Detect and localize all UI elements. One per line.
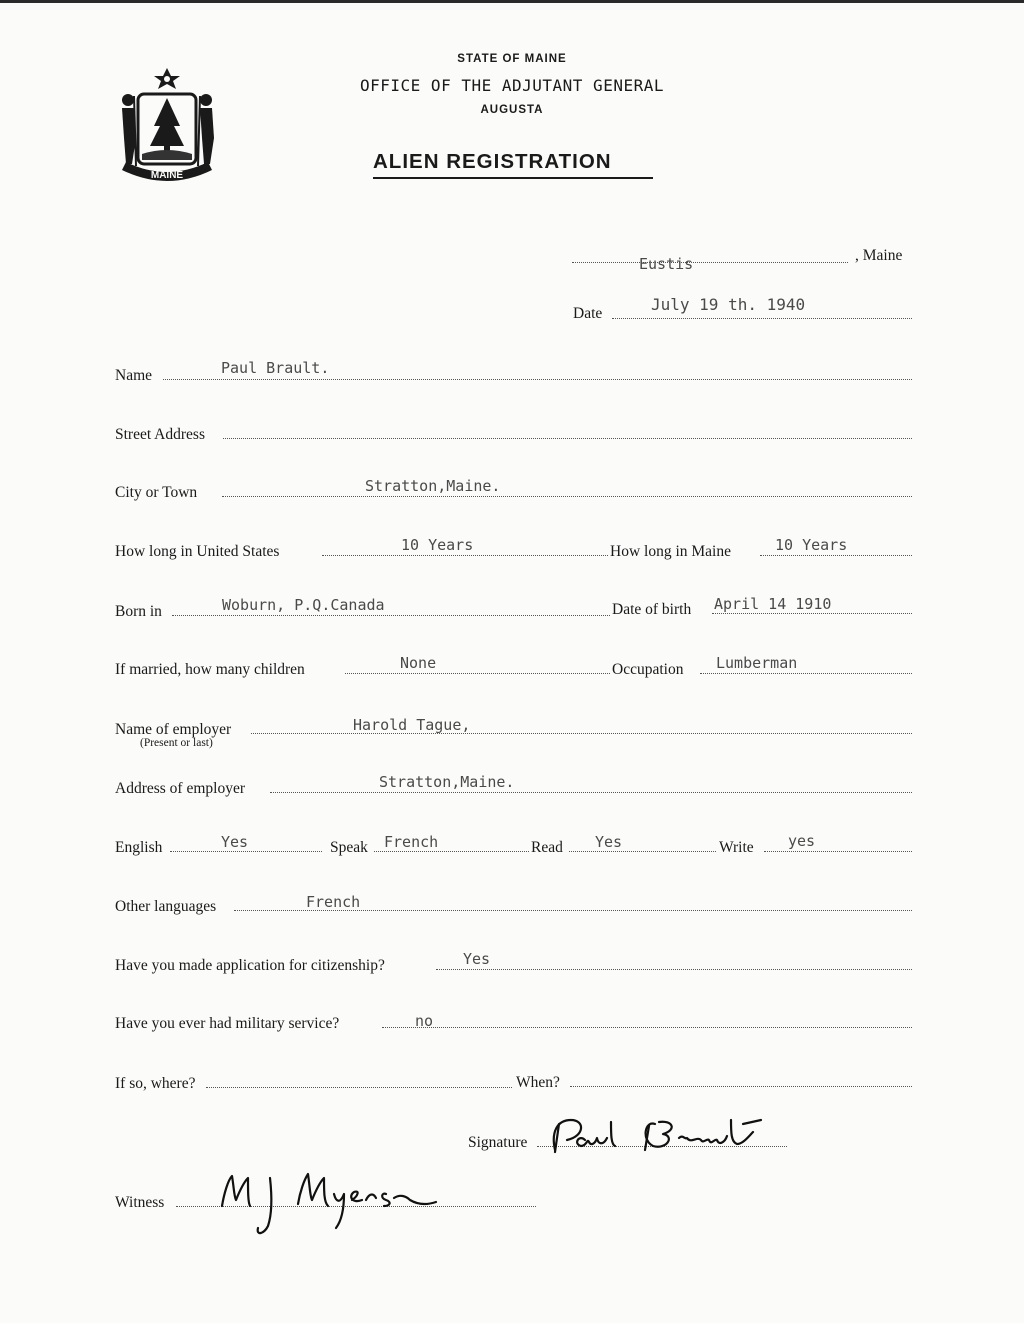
seal-lettering <box>151 170 184 181</box>
city-heading: AUGUSTA <box>480 104 544 116</box>
children-label: If married, how many children <box>115 661 305 678</box>
street-line <box>223 438 912 439</box>
years-us-line <box>322 555 608 556</box>
read-line <box>569 851 716 852</box>
witness-signature <box>210 1164 440 1242</box>
where-line <box>206 1087 512 1088</box>
born-label: Born in <box>115 603 162 620</box>
write-value: yes <box>788 832 816 850</box>
write-label: Write <box>719 839 754 856</box>
witness-label: Witness <box>115 1194 165 1211</box>
read-value: Yes <box>595 833 623 851</box>
speak-label: Speak <box>330 839 368 856</box>
dob-line <box>712 613 912 614</box>
employer-address-label: Address of employer <box>115 780 245 797</box>
employer-label: Name of employer <box>115 721 232 738</box>
write-line <box>764 851 912 852</box>
state-heading: STATE OF MAINE <box>457 53 567 65</box>
employer-line <box>251 733 912 734</box>
children-line <box>345 673 610 674</box>
employer-sublabel: (Present or last) <box>140 737 213 749</box>
children-value: None <box>400 654 437 672</box>
form-title: ALIEN REGISTRATION <box>373 150 612 173</box>
years-maine-line <box>760 555 912 556</box>
date-line <box>612 318 912 319</box>
office-heading: OFFICE OF THE ADJUTANT GENERAL <box>360 76 664 95</box>
born-value: Woburn, P.Q.Canada <box>222 596 385 614</box>
employer-value: Harold Tague, <box>353 716 471 734</box>
speak-line <box>374 851 529 852</box>
applicant-signature <box>545 1112 780 1160</box>
citizenship-value: Yes <box>463 950 491 968</box>
english-line <box>170 851 322 852</box>
place-line <box>572 262 848 263</box>
years-maine-value: 10 Years <box>775 536 848 554</box>
city-label: City or Town <box>115 484 198 501</box>
when-label: When? <box>516 1074 560 1091</box>
street-label: Street Address <box>115 426 205 443</box>
name-line <box>163 379 912 380</box>
where-label: If so, where? <box>115 1075 196 1092</box>
place-suffix: , Maine <box>855 247 903 264</box>
speak-value: French <box>384 833 439 851</box>
occupation-value: Lumberman <box>716 654 798 672</box>
occupation-label: Occupation <box>612 661 684 678</box>
dob-value: April 14 1910 <box>714 595 832 613</box>
city-line <box>222 496 912 497</box>
occupation-line <box>700 673 912 674</box>
years-us-value: 10 Years <box>401 536 474 554</box>
dob-label: Date of birth <box>612 601 692 618</box>
military-line <box>382 1027 912 1028</box>
date-label: Date <box>573 305 603 322</box>
date-value: July 19 th. 1940 <box>651 295 806 314</box>
english-label: English <box>115 839 163 856</box>
place-value: Eustis <box>639 255 694 273</box>
city-value: Stratton,Maine. <box>365 477 501 495</box>
svg-text:MAINE: MAINE <box>150 170 184 181</box>
employer-address-line <box>270 792 912 793</box>
when-line <box>570 1086 912 1087</box>
read-label: Read <box>531 839 563 856</box>
signature-label: Signature <box>468 1134 528 1151</box>
other-languages-value: French <box>306 893 361 911</box>
english-value: Yes <box>221 833 249 851</box>
military-value: no <box>415 1012 434 1030</box>
years-us-label: How long in United States <box>115 543 280 560</box>
born-line <box>172 615 610 616</box>
citizenship-label: Have you made application for citizenship? <box>115 957 385 974</box>
other-languages-label: Other languages <box>115 898 217 915</box>
citizenship-line <box>436 969 912 970</box>
years-maine-label: How long in Maine <box>610 543 731 560</box>
military-label: Have you ever had military service? <box>115 1015 340 1032</box>
form-title-underline <box>373 177 653 179</box>
employer-address-value: Stratton,Maine. <box>379 773 515 791</box>
name-label: Name <box>115 367 153 384</box>
name-value: Paul Brault. <box>221 359 330 377</box>
page-top-edge <box>0 0 1024 3</box>
